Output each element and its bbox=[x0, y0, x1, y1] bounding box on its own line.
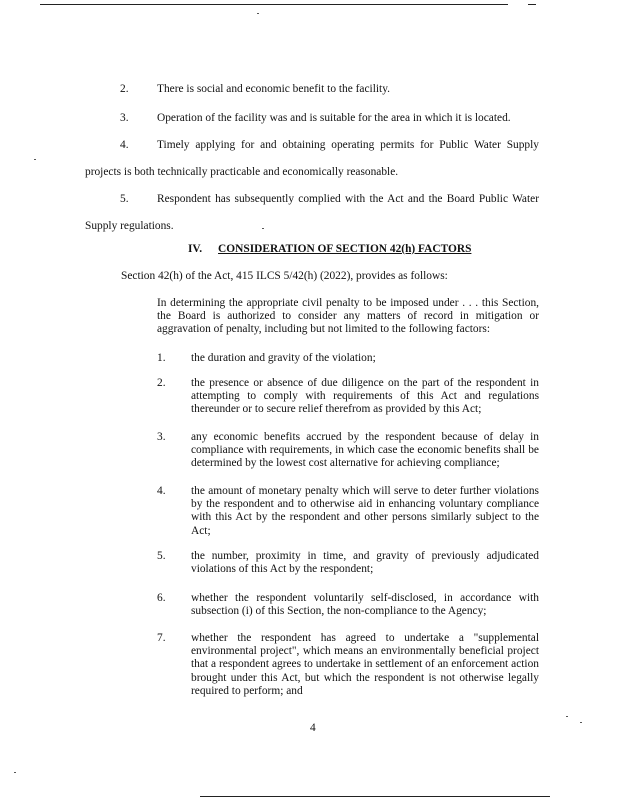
top-scan-rule bbox=[40, 4, 508, 5]
factor-text: whether the respondent has agreed to undertake a "supplemental environmental project", which means an environmentally beneficial project that a respondent agrees to undertake in settlement of an enforcement action brought under this Act, but which the respondent is not otherwise legally required to perform; and bbox=[191, 632, 539, 697]
factor-number: 7. bbox=[157, 632, 166, 644]
item-number: 4. bbox=[120, 139, 129, 151]
factor-text: whether the respondent voluntarily self-disclosed, in accordance with subsection (i) of this Section, the non-compliance to the Agency; bbox=[191, 592, 539, 618]
page-number: 4 bbox=[310, 722, 316, 734]
factor-text: the presence or absence of due diligence on the part of the respondent in attempting to comply with requirements of this Act and regulations thereunder or to secure relief therefrom as provided by this Act; bbox=[191, 377, 539, 416]
scan-speck bbox=[257, 13, 259, 14]
item-number: 2. bbox=[120, 83, 129, 95]
factor-text: the number, proximity in time, and gravity of previously adjudicated violations of this Act by the respondent; bbox=[191, 550, 539, 576]
scan-speck bbox=[580, 722, 582, 723]
item-continuation: Supply regulations. bbox=[85, 220, 174, 232]
factor-text: any economic benefits accrued by the respondent because of delay in compliance with requirements, in which case the economic benefits shall be determined by the lowest cost alternative for achieving compliance; bbox=[191, 431, 539, 470]
factor-number: 2. bbox=[157, 377, 166, 389]
factor-number: 3. bbox=[157, 431, 166, 443]
item-continuation: projects is both technically practicable and economically reasonable. bbox=[85, 166, 399, 178]
factor-text: the amount of monetary penalty which will serve to deter further violations by the respondent and to otherwise aid in enhancing voluntary compliance with this Act by the respondent and other persons similarly subject to the Act; bbox=[191, 485, 539, 537]
section-title: CONSIDERATION OF SECTION 42(h) FACTORS bbox=[218, 243, 472, 255]
factor-text: the duration and gravity of the violation; bbox=[191, 352, 376, 364]
scan-speck bbox=[14, 772, 16, 773]
item-text: There is social and economic benefit to the facility. bbox=[157, 83, 390, 95]
item-text: Timely applying for and obtaining operating permits for Public Water Supply bbox=[157, 139, 539, 151]
bottom-scan-rule bbox=[200, 796, 550, 797]
item-text: Respondent has subsequently complied with the Act and the Board Public Water bbox=[157, 193, 539, 205]
block-quote: In determining the appropriate civil penalty to be imposed under . . . this Section, the Board is authorized to consider any matters of record in mitigation or aggravation of penalty, including but not limited to the following factors: bbox=[157, 297, 539, 336]
item-text: Operation of the facility was and is suitable for the area in which it is located. bbox=[157, 112, 511, 124]
scan-speck bbox=[34, 159, 36, 160]
section-heading bbox=[188, 243, 471, 256]
top-scan-mark bbox=[528, 4, 536, 5]
factor-number: 5. bbox=[157, 550, 166, 562]
section-intro: Section 42(h) of the Act, 415 ILCS 5/42(h) (2022), provides as follows: bbox=[121, 270, 448, 282]
factor-number: 4. bbox=[157, 485, 166, 497]
item-number: 3. bbox=[120, 112, 129, 124]
factor-number: 6. bbox=[157, 592, 166, 604]
scan-speck bbox=[262, 228, 264, 229]
scan-speck bbox=[566, 716, 568, 717]
item-number: 5. bbox=[120, 193, 129, 205]
factor-number: 1. bbox=[157, 352, 166, 364]
section-roman: IV. bbox=[188, 243, 203, 255]
